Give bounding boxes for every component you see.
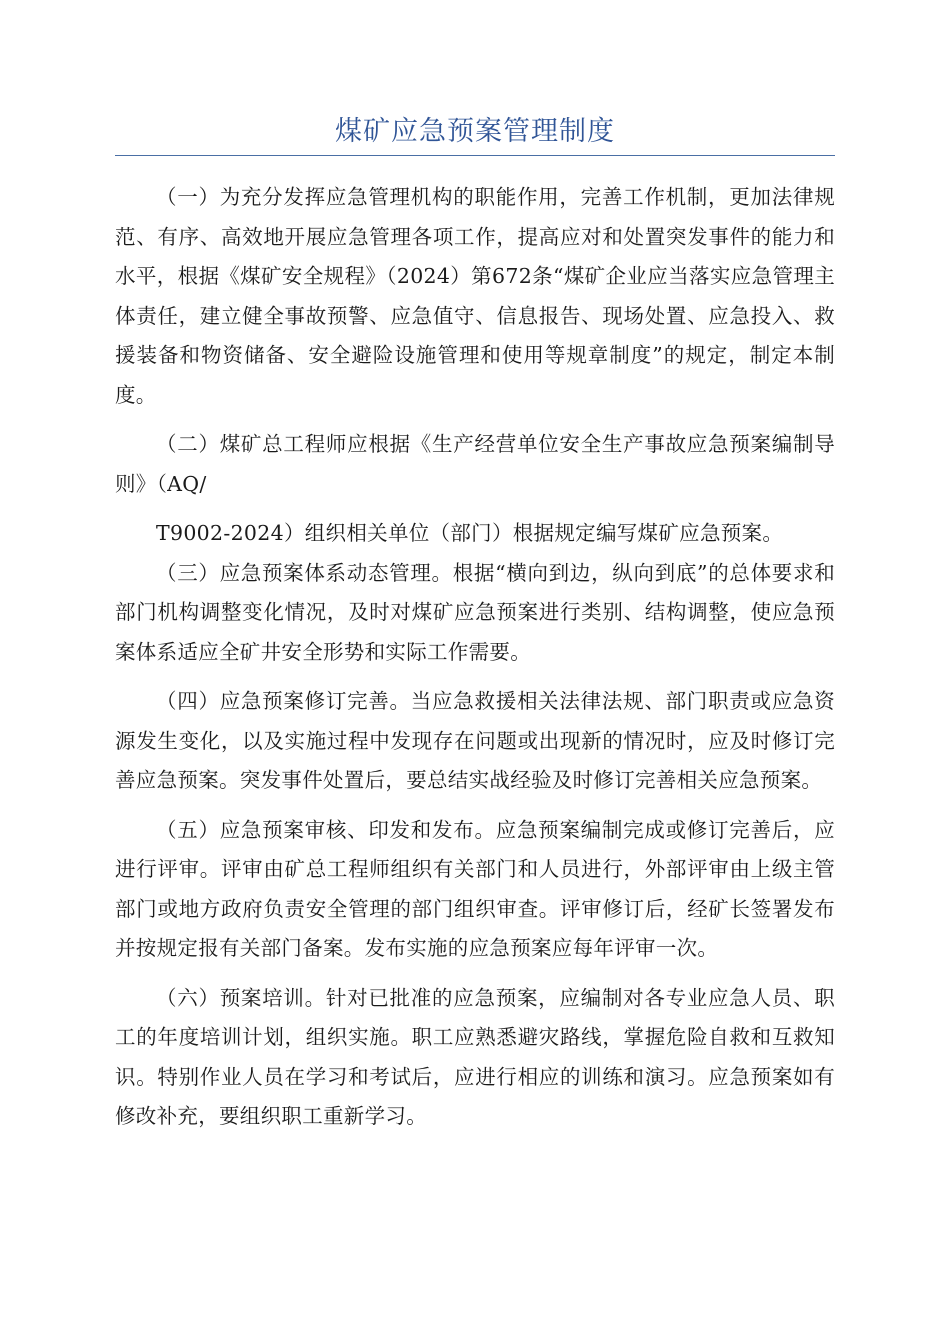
paragraph-2: （二）煤矿总工程师应根据《生产经营单位安全生产事故应急预案编制导则》（AQ/ bbox=[115, 432, 835, 496]
paragraph-1: （一）为充分发挥应急管理机构的职能作用，完善工作机制，更加法律规范、有序、高效地开展应急管理各项工作，提高应对和处置突发事件的能力和水平，根据《煤矿安全规程》（2024）第672条“煤矿企业应当落实应急管理主体责任，建立健全事故预警、应急值守、信息报告、现场处置、应急投入、救援装备和物资储备、安全避险设施管理和使用等规章制度”的规定，制定本制度。 bbox=[115, 185, 835, 407]
document-body bbox=[115, 178, 835, 1137]
document-title: 煤矿应急预案管理制度 bbox=[335, 116, 615, 147]
paragraph-2-continuation: T9002-2024）组织相关单位（部门）根据规定编写煤矿应急预案。 bbox=[156, 521, 784, 545]
document-page bbox=[115, 112, 835, 1137]
paragraph-3: （三）应急预案体系动态管理。根据“横向到边，纵向到底”的总体要求和部门机构调整变化情况，及时对煤矿应急预案进行类别、结构调整，使应急预案体系适应全矿井安全形势和实际工作需要。 bbox=[115, 560, 835, 664]
paragraph-6: （六）预案培训。针对已批准的应急预案，应编制对各专业应急人员、职工的年度培训计划，组织实施。职工应熟悉避灾路线，掌握危险自救和互救知识。特别作业人员在学习和考试后，应进行相应的训练和演习。应急预案如有修改补充，要组织职工重新学习。 bbox=[115, 985, 835, 1128]
title-divider bbox=[115, 155, 835, 156]
paragraph-4: （四）应急预案修订完善。当应急救援相关法律法规、部门职责或应急资源发生变化，以及实施过程中发现存在问题或出现新的情况时，应及时修订完善应急预案。突发事件处置后，要总结实战经验及时修订完善相关应急预案。 bbox=[115, 689, 835, 792]
paragraph-5: （五）应急预案审核、印发和发布。应急预案编制完成或修订完善后，应进行评审。评审由矿总工程师组织有关部门和人员进行，外部评审由上级主管部门或地方政府负责安全管理的部门组织审查。评审修订后，经矿长签署发布并按规定报有关部门备案。发布实施的应急预案应每年评审一次。 bbox=[115, 817, 835, 960]
